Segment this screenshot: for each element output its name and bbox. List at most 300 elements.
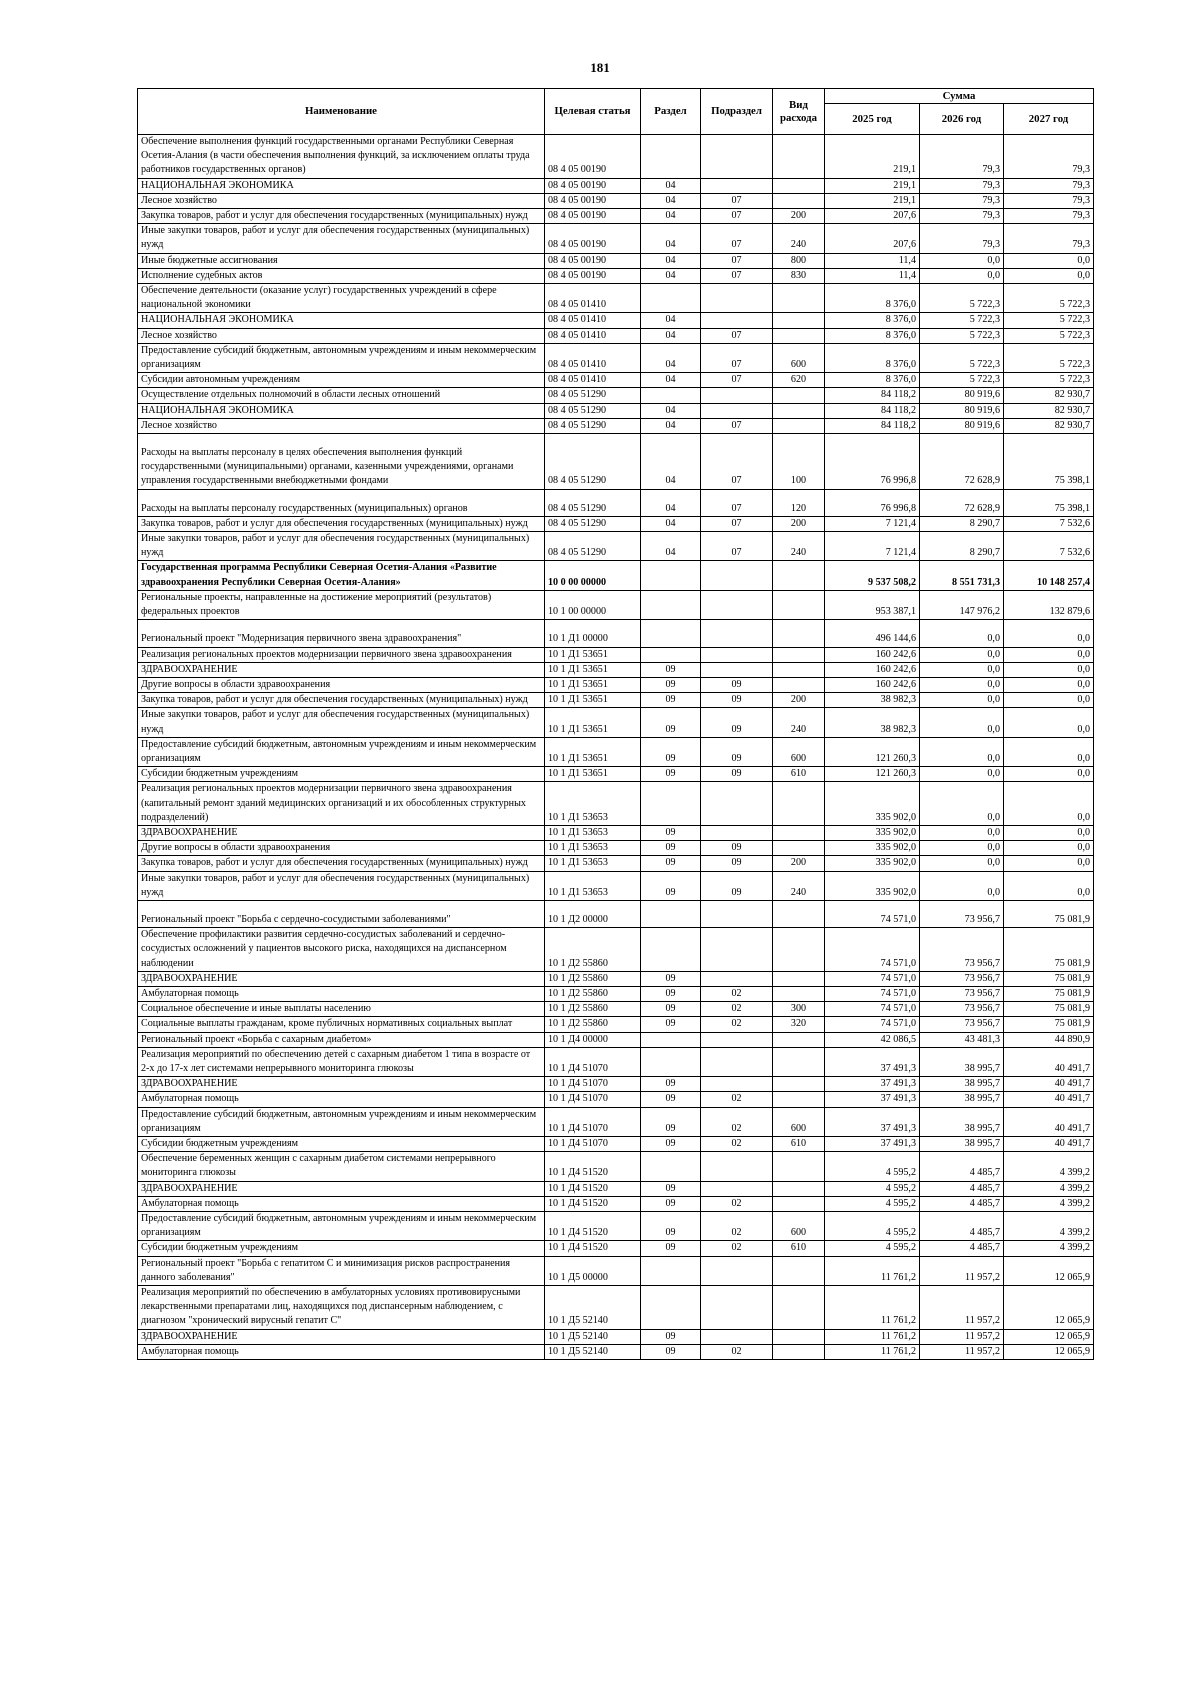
row-target-article: 10 1 Д2 55860 [545, 1002, 641, 1017]
row-expense-type [773, 825, 825, 840]
table-row [138, 561, 1094, 590]
row-target-article: 10 1 Д4 51520 [545, 1181, 641, 1196]
row-target-article: 10 1 Д4 51520 [545, 1196, 641, 1211]
row-target-article: 08 4 05 00190 [545, 209, 641, 224]
row-subsection: 07 [701, 373, 773, 388]
table-row [138, 1212, 1094, 1241]
row-expense-type [773, 928, 825, 972]
row-sum-2025: 74 571,0 [825, 1017, 920, 1032]
row-section: 04 [641, 434, 701, 490]
row-sum-2026: 5 722,3 [920, 373, 1004, 388]
row-name: Реализация региональных проектов модернизации первичного звена здравоохранения [138, 647, 545, 662]
table-row [138, 489, 1094, 516]
row-sum-2026: 0,0 [920, 620, 1004, 647]
row-sum-2026: 38 995,7 [920, 1047, 1004, 1076]
row-sum-2025: 11,4 [825, 253, 920, 268]
row-name: ЗДРАВООХРАНЕНИЕ [138, 971, 545, 986]
row-expense-type [773, 1329, 825, 1344]
row-expense-type: 610 [773, 1137, 825, 1152]
row-target-article: 08 4 05 51290 [545, 489, 641, 516]
row-name: Осуществление отдельных полномочий в области лесных отношений [138, 388, 545, 403]
row-expense-type [773, 1181, 825, 1196]
row-subsection: 02 [701, 1137, 773, 1152]
row-target-article: 08 4 05 01410 [545, 313, 641, 328]
table-row [138, 1256, 1094, 1285]
row-expense-type [773, 647, 825, 662]
row-target-article: 08 4 05 51290 [545, 434, 641, 490]
row-subsection [701, 284, 773, 313]
row-section [641, 561, 701, 590]
row-sum-2026: 0,0 [920, 782, 1004, 826]
row-expense-type [773, 1047, 825, 1076]
row-sum-2027: 5 722,3 [1004, 284, 1094, 313]
table-row [138, 418, 1094, 433]
table-row [138, 871, 1094, 900]
row-sum-2027: 75 081,9 [1004, 971, 1094, 986]
table-row [138, 856, 1094, 871]
row-subsection: 09 [701, 737, 773, 766]
row-sum-2027: 75 398,1 [1004, 434, 1094, 490]
row-sum-2027: 40 491,7 [1004, 1092, 1094, 1107]
row-sum-2025: 11,4 [825, 268, 920, 283]
row-sum-2026: 0,0 [920, 253, 1004, 268]
table-header [138, 89, 1094, 135]
row-target-article: 08 4 05 01410 [545, 328, 641, 343]
row-sum-2027: 79,3 [1004, 178, 1094, 193]
row-section: 04 [641, 313, 701, 328]
row-section: 09 [641, 1107, 701, 1136]
row-sum-2026: 38 995,7 [920, 1077, 1004, 1092]
row-sum-2027: 0,0 [1004, 871, 1094, 900]
row-sum-2026: 79,3 [920, 193, 1004, 208]
row-sum-2026: 80 919,6 [920, 418, 1004, 433]
row-name: Расходы на выплаты персоналу в целях обеспечения выполнения функций государственными (муниципальными) органами, казенными учреждениями, органами управления государственными внебюджетными фондами [138, 434, 545, 490]
row-subsection: 07 [701, 532, 773, 561]
row-section [641, 388, 701, 403]
row-section: 09 [641, 708, 701, 737]
row-name: Субсидии бюджетным учреждениям [138, 1137, 545, 1152]
row-target-article: 10 1 Д1 53651 [545, 737, 641, 766]
row-sum-2027: 82 930,7 [1004, 388, 1094, 403]
table-row [138, 209, 1094, 224]
row-sum-2026: 5 722,3 [920, 328, 1004, 343]
row-sum-2025: 11 761,2 [825, 1256, 920, 1285]
row-sum-2025: 121 260,3 [825, 737, 920, 766]
row-target-article: 08 4 05 00190 [545, 193, 641, 208]
row-subsection [701, 590, 773, 619]
table-row [138, 373, 1094, 388]
row-name: Закупка товаров, работ и услуг для обеспечения государственных (муниципальных) нужд [138, 856, 545, 871]
row-subsection [701, 1329, 773, 1344]
row-target-article: 10 1 Д1 53653 [545, 782, 641, 826]
row-section: 09 [641, 737, 701, 766]
row-sum-2025: 160 242,6 [825, 662, 920, 677]
row-sum-2026: 38 995,7 [920, 1107, 1004, 1136]
table-row [138, 193, 1094, 208]
row-sum-2025: 160 242,6 [825, 677, 920, 692]
row-target-article: 10 1 Д5 52140 [545, 1329, 641, 1344]
row-sum-2025: 8 376,0 [825, 343, 920, 372]
table-row [138, 1107, 1094, 1136]
row-name: Обеспечение беременных женщин с сахарным диабетом системами непрерывного мониторинга глюкозы [138, 1152, 545, 1181]
row-sum-2026: 4 485,7 [920, 1181, 1004, 1196]
row-sum-2025: 11 761,2 [825, 1329, 920, 1344]
row-section: 04 [641, 224, 701, 253]
row-expense-type: 610 [773, 1241, 825, 1256]
row-target-article: 08 4 05 51290 [545, 403, 641, 418]
row-section: 09 [641, 1077, 701, 1092]
row-sum-2025: 207,6 [825, 224, 920, 253]
row-subsection [701, 561, 773, 590]
row-sum-2027: 82 930,7 [1004, 403, 1094, 418]
table-row [138, 677, 1094, 692]
row-sum-2025: 4 595,2 [825, 1181, 920, 1196]
table-row [138, 434, 1094, 490]
row-sum-2026: 11 957,2 [920, 1329, 1004, 1344]
row-section: 04 [641, 178, 701, 193]
row-name: Реализация мероприятий по обеспечению детей с сахарным диабетом 1 типа в возрасте от 2-х до 17-х лет системами непрерывного мониторинга глюкозы [138, 1047, 545, 1076]
table-row [138, 178, 1094, 193]
row-target-article: 08 4 05 00190 [545, 253, 641, 268]
row-name: Региональный проект "Модернизация первичного звена здравоохранения" [138, 620, 545, 647]
row-expense-type: 320 [773, 1017, 825, 1032]
row-sum-2027: 0,0 [1004, 268, 1094, 283]
table-row [138, 253, 1094, 268]
row-name: Реализация мероприятий по обеспечению в амбулаторных условиях противовирусными лекарственными препаратами лиц, находящихся под диспансерным наблюдением, с диагнозом "хронический вирусный гепатит С" [138, 1286, 545, 1330]
row-sum-2026: 0,0 [920, 708, 1004, 737]
table-row [138, 135, 1094, 179]
row-subsection: 02 [701, 1344, 773, 1359]
row-section: 09 [641, 662, 701, 677]
row-expense-type [773, 1032, 825, 1047]
row-sum-2026: 73 956,7 [920, 986, 1004, 1001]
row-subsection [701, 647, 773, 662]
row-sum-2027: 0,0 [1004, 708, 1094, 737]
row-section: 09 [641, 1017, 701, 1032]
row-name: Иные закупки товаров, работ и услуг для обеспечения государственных (муниципальных) нужд [138, 532, 545, 561]
row-section: 09 [641, 871, 701, 900]
row-expense-type [773, 418, 825, 433]
row-name: Региональный проект "Борьба с гепатитом С и минимизация рисков распространения данного заболевания" [138, 1256, 545, 1285]
row-sum-2027: 79,3 [1004, 135, 1094, 179]
row-subsection [701, 1047, 773, 1076]
row-expense-type [773, 841, 825, 856]
row-target-article: 10 1 Д2 55860 [545, 986, 641, 1001]
row-name: ЗДРАВООХРАНЕНИЕ [138, 1329, 545, 1344]
row-sum-2027: 75 081,9 [1004, 1002, 1094, 1017]
row-subsection: 07 [701, 268, 773, 283]
row-section: 09 [641, 1196, 701, 1211]
row-sum-2025: 84 118,2 [825, 403, 920, 418]
row-subsection: 09 [701, 856, 773, 871]
row-target-article: 10 1 Д4 51070 [545, 1137, 641, 1152]
row-target-article: 10 1 Д1 53651 [545, 767, 641, 782]
row-section [641, 647, 701, 662]
row-expense-type [773, 1344, 825, 1359]
row-name: Закупка товаров, работ и услуг для обеспечения государственных (муниципальных) нужд [138, 209, 545, 224]
row-name: Другие вопросы в области здравоохранения [138, 677, 545, 692]
row-sum-2026: 73 956,7 [920, 971, 1004, 986]
table-row [138, 708, 1094, 737]
row-name: Государственная программа Республики Северная Осетия-Алания «Развитие здравоохранения Республики Северная Осетия-Алания» [138, 561, 545, 590]
row-subsection [701, 1152, 773, 1181]
row-expense-type [773, 1092, 825, 1107]
row-sum-2026: 4 485,7 [920, 1152, 1004, 1181]
row-sum-2026: 72 628,9 [920, 434, 1004, 490]
table-row [138, 1077, 1094, 1092]
row-sum-2025: 335 902,0 [825, 856, 920, 871]
row-name: Иные закупки товаров, работ и услуг для обеспечения государственных (муниципальных) нужд [138, 871, 545, 900]
row-subsection [701, 135, 773, 179]
row-subsection [701, 403, 773, 418]
row-sum-2026: 0,0 [920, 693, 1004, 708]
row-sum-2026: 79,3 [920, 178, 1004, 193]
table-row [138, 1152, 1094, 1181]
row-subsection [701, 662, 773, 677]
row-sum-2027: 0,0 [1004, 767, 1094, 782]
row-sum-2025: 7 121,4 [825, 532, 920, 561]
row-sum-2025: 11 761,2 [825, 1344, 920, 1359]
table-row [138, 900, 1094, 927]
row-sum-2026: 0,0 [920, 825, 1004, 840]
table-row [138, 1092, 1094, 1107]
row-subsection [701, 1256, 773, 1285]
row-sum-2027: 4 399,2 [1004, 1181, 1094, 1196]
row-sum-2026: 73 956,7 [920, 900, 1004, 927]
row-expense-type [773, 561, 825, 590]
row-target-article: 08 4 05 51290 [545, 418, 641, 433]
row-target-article: 10 1 Д5 00000 [545, 1256, 641, 1285]
row-target-article: 08 4 05 51290 [545, 532, 641, 561]
row-sum-2025: 11 761,2 [825, 1286, 920, 1330]
row-section: 09 [641, 841, 701, 856]
row-name: Реализация региональных проектов модернизации первичного звена здравоохранения (капитальный ремонт зданий медицинских организаций и их обособленных структурных подразделений) [138, 782, 545, 826]
row-target-article: 08 4 05 01410 [545, 284, 641, 313]
row-expense-type [773, 620, 825, 647]
row-expense-type: 600 [773, 343, 825, 372]
row-expense-type: 240 [773, 224, 825, 253]
row-sum-2027: 0,0 [1004, 856, 1094, 871]
row-sum-2027: 75 081,9 [1004, 900, 1094, 927]
row-name: НАЦИОНАЛЬНАЯ ЭКОНОМИКА [138, 313, 545, 328]
row-target-article: 10 1 Д4 51520 [545, 1152, 641, 1181]
row-expense-type [773, 1152, 825, 1181]
table-row [138, 1181, 1094, 1196]
row-section: 04 [641, 418, 701, 433]
row-target-article: 08 4 05 00190 [545, 224, 641, 253]
row-sum-2027: 75 081,9 [1004, 1017, 1094, 1032]
row-sum-2026: 43 481,3 [920, 1032, 1004, 1047]
row-sum-2025: 335 902,0 [825, 782, 920, 826]
table-row [138, 971, 1094, 986]
row-sum-2025: 4 595,2 [825, 1241, 920, 1256]
row-target-article: 10 1 Д1 53653 [545, 825, 641, 840]
row-subsection: 02 [701, 1196, 773, 1211]
row-sum-2027: 82 930,7 [1004, 418, 1094, 433]
row-sum-2027: 0,0 [1004, 737, 1094, 766]
row-expense-type: 200 [773, 516, 825, 531]
row-sum-2026: 8 290,7 [920, 516, 1004, 531]
row-sum-2025: 74 571,0 [825, 928, 920, 972]
row-expense-type: 200 [773, 693, 825, 708]
row-target-article: 10 1 Д4 51070 [545, 1077, 641, 1092]
header-sum: Сумма [825, 89, 1094, 104]
row-sum-2025: 38 982,3 [825, 708, 920, 737]
row-subsection [701, 1077, 773, 1092]
row-subsection: 07 [701, 489, 773, 516]
row-section: 09 [641, 1344, 701, 1359]
row-sum-2027: 40 491,7 [1004, 1047, 1094, 1076]
row-sum-2025: 76 996,8 [825, 489, 920, 516]
row-sum-2027: 5 722,3 [1004, 328, 1094, 343]
row-name: Социальное обеспечение и иные выплаты населению [138, 1002, 545, 1017]
row-section: 04 [641, 373, 701, 388]
row-expense-type [773, 403, 825, 418]
row-subsection: 09 [701, 693, 773, 708]
row-sum-2025: 4 595,2 [825, 1196, 920, 1211]
row-subsection: 07 [701, 193, 773, 208]
table-row [138, 620, 1094, 647]
row-section [641, 284, 701, 313]
row-sum-2025: 38 982,3 [825, 693, 920, 708]
row-name: Амбулаторная помощь [138, 1344, 545, 1359]
row-expense-type: 100 [773, 434, 825, 490]
row-expense-type: 830 [773, 268, 825, 283]
table-row [138, 1137, 1094, 1152]
row-expense-type [773, 193, 825, 208]
row-name: Субсидии бюджетным учреждениям [138, 767, 545, 782]
row-subsection: 02 [701, 1212, 773, 1241]
row-sum-2026: 8 290,7 [920, 532, 1004, 561]
row-subsection: 07 [701, 224, 773, 253]
table-row [138, 1329, 1094, 1344]
row-sum-2025: 953 387,1 [825, 590, 920, 619]
row-subsection: 02 [701, 986, 773, 1001]
row-sum-2025: 219,1 [825, 178, 920, 193]
table-row [138, 1047, 1094, 1076]
row-expense-type [773, 1196, 825, 1211]
row-expense-type: 600 [773, 1107, 825, 1136]
row-sum-2025: 74 571,0 [825, 1002, 920, 1017]
row-expense-type [773, 1256, 825, 1285]
row-section: 04 [641, 343, 701, 372]
row-sum-2027: 0,0 [1004, 677, 1094, 692]
row-sum-2025: 84 118,2 [825, 418, 920, 433]
row-sum-2027: 79,3 [1004, 224, 1094, 253]
row-sum-2025: 4 595,2 [825, 1212, 920, 1241]
row-name: Субсидии бюджетным учреждениям [138, 1241, 545, 1256]
row-sum-2026: 73 956,7 [920, 1017, 1004, 1032]
row-subsection [701, 782, 773, 826]
row-subsection: 09 [701, 871, 773, 900]
row-sum-2025: 4 595,2 [825, 1152, 920, 1181]
row-section [641, 1032, 701, 1047]
row-name: Закупка товаров, работ и услуг для обеспечения государственных (муниципальных) нужд [138, 516, 545, 531]
row-name: НАЦИОНАЛЬНАЯ ЭКОНОМИКА [138, 403, 545, 418]
row-sum-2027: 0,0 [1004, 620, 1094, 647]
row-sum-2025: 335 902,0 [825, 825, 920, 840]
table-row [138, 825, 1094, 840]
row-name: Социальные выплаты гражданам, кроме публичных нормативных социальных выплат [138, 1017, 545, 1032]
row-sum-2027: 5 722,3 [1004, 343, 1094, 372]
row-name: ЗДРАВООХРАНЕНИЕ [138, 1181, 545, 1196]
row-name: НАЦИОНАЛЬНАЯ ЭКОНОМИКА [138, 178, 545, 193]
row-expense-type [773, 986, 825, 1001]
row-sum-2027: 5 722,3 [1004, 373, 1094, 388]
row-sum-2025: 84 118,2 [825, 388, 920, 403]
row-sum-2027: 44 890,9 [1004, 1032, 1094, 1047]
row-subsection [701, 388, 773, 403]
row-sum-2026: 11 957,2 [920, 1286, 1004, 1330]
row-target-article: 10 1 Д1 53653 [545, 856, 641, 871]
row-name: Исполнение судебных актов [138, 268, 545, 283]
row-sum-2026: 5 722,3 [920, 284, 1004, 313]
row-sum-2025: 9 537 508,2 [825, 561, 920, 590]
row-target-article: 10 0 00 00000 [545, 561, 641, 590]
table-row [138, 403, 1094, 418]
row-expense-type: 240 [773, 532, 825, 561]
row-subsection [701, 825, 773, 840]
row-sum-2025: 8 376,0 [825, 284, 920, 313]
row-section: 09 [641, 1212, 701, 1241]
row-target-article: 08 4 05 00190 [545, 268, 641, 283]
row-name: Амбулаторная помощь [138, 1196, 545, 1211]
row-target-article: 10 1 Д4 51070 [545, 1047, 641, 1076]
row-subsection: 09 [701, 677, 773, 692]
row-sum-2026: 0,0 [920, 767, 1004, 782]
row-target-article: 08 4 05 01410 [545, 373, 641, 388]
row-sum-2027: 12 065,9 [1004, 1256, 1094, 1285]
row-sum-2027: 7 532,6 [1004, 516, 1094, 531]
row-name: Иные закупки товаров, работ и услуг для обеспечения государственных (муниципальных) нужд [138, 224, 545, 253]
row-sum-2026: 0,0 [920, 856, 1004, 871]
row-subsection: 09 [701, 767, 773, 782]
table-row [138, 1196, 1094, 1211]
row-expense-type: 240 [773, 871, 825, 900]
row-name: Иные бюджетные ассигнования [138, 253, 545, 268]
row-target-article: 10 1 Д4 51520 [545, 1212, 641, 1241]
row-section [641, 900, 701, 927]
row-sum-2026: 147 976,2 [920, 590, 1004, 619]
row-section [641, 135, 701, 179]
row-target-article: 08 4 05 51290 [545, 516, 641, 531]
row-target-article: 10 1 Д1 53651 [545, 708, 641, 737]
table-row [138, 986, 1094, 1001]
table-row [138, 313, 1094, 328]
row-name: Региональный проект "Борьба с сердечно-сосудистыми заболеваниями" [138, 900, 545, 927]
row-section: 09 [641, 767, 701, 782]
row-target-article: 10 1 Д1 53651 [545, 693, 641, 708]
table-row [138, 767, 1094, 782]
row-section: 09 [641, 677, 701, 692]
row-section [641, 782, 701, 826]
row-sum-2026: 38 995,7 [920, 1092, 1004, 1107]
row-name: Другие вопросы в области здравоохранения [138, 841, 545, 856]
row-section: 04 [641, 268, 701, 283]
row-sum-2026: 0,0 [920, 677, 1004, 692]
row-expense-type [773, 328, 825, 343]
table-row [138, 284, 1094, 313]
header-year-2025: 2025 год [825, 104, 920, 135]
row-sum-2025: 219,1 [825, 193, 920, 208]
row-section: 04 [641, 403, 701, 418]
table-row [138, 224, 1094, 253]
row-name: Предоставление субсидий бюджетным, автономным учреждениям и иным некоммерческим организациям [138, 343, 545, 372]
row-expense-type: 600 [773, 1212, 825, 1241]
row-sum-2026: 79,3 [920, 224, 1004, 253]
row-expense-type [773, 388, 825, 403]
table-row [138, 782, 1094, 826]
